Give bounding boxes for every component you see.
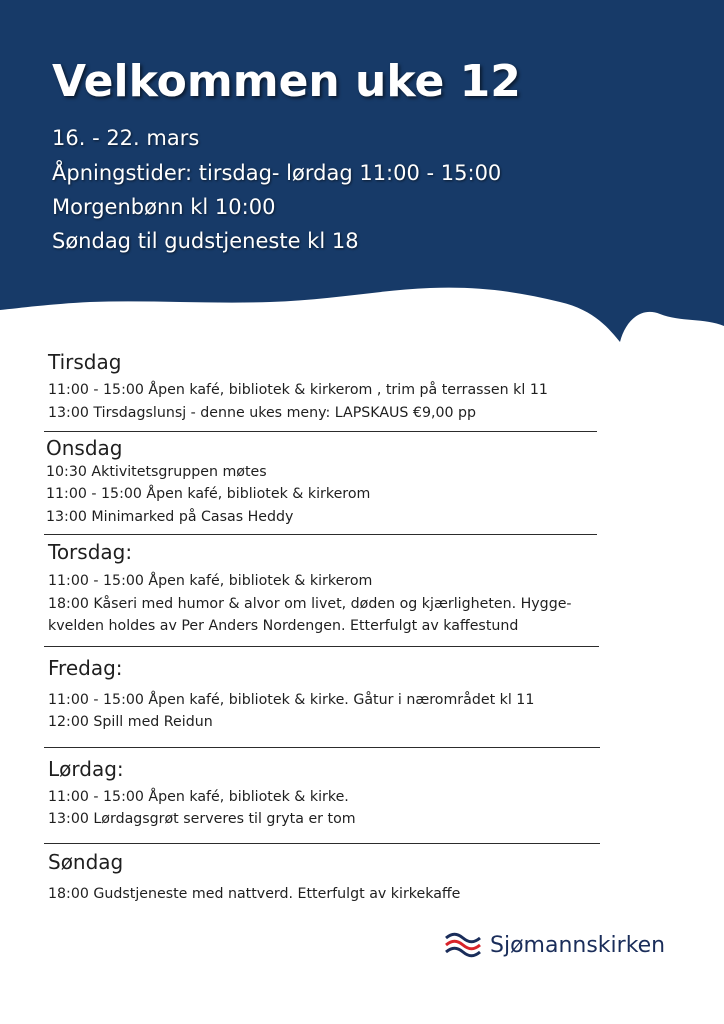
day-heading-fredag: Fredag:: [48, 656, 123, 680]
schedule-line: 10:30 Aktivitetsgruppen møtes: [46, 464, 267, 480]
opening-hours: Åpningstider: tirsdag- lørdag 11:00 - 15:00: [52, 161, 502, 185]
morning-prayer: Morgenbønn kl 10:00: [52, 195, 276, 219]
schedule-line: 11:00 - 15:00 Åpen kafé, bibliotek & kirkerom: [46, 486, 371, 502]
schedule-line: 13:00 Tirsdagslunsj - denne ukes meny: LAPSKAUS €9,00 pp: [48, 405, 477, 421]
day-heading-lordag: Lørdag:: [48, 757, 124, 781]
dates: 16. - 22. mars: [52, 126, 200, 150]
schedule-line: 18:00 Gudstjeneste med nattverd. Etterfulgt av kirkekaffe: [48, 886, 461, 902]
schedule-line: 12:00 Spill med Reidun: [48, 714, 213, 730]
divider: [44, 534, 597, 535]
schedule-line: 13:00 Lørdagsgrøt serveres til gryta er tom: [48, 811, 356, 827]
divider: [44, 431, 597, 432]
schedule-line: kvelden holdes av Per Anders Nordengen. Etterfulgt av kaffestund: [48, 618, 519, 634]
header-banner: [0, 0, 724, 345]
day-heading-sondag: Søndag: [48, 850, 124, 874]
schedule-line: 11:00 - 15:00 Åpen kafé, bibliotek & kirkerom , trim på terrassen kl 11: [48, 382, 548, 398]
day-heading-torsdag: Torsdag:: [48, 540, 133, 564]
logo-name: Sjømannskirken: [490, 932, 666, 958]
schedule-line: 18:00 Kåseri med humor & alvor om livet, døden og kjærligheten. Hygge-: [48, 596, 572, 612]
day-heading-tirsdag: Tirsdag: [48, 350, 122, 374]
wave-lines-icon: [444, 932, 482, 958]
page-title: Velkommen uke 12: [52, 56, 521, 107]
divider: [44, 646, 599, 647]
schedule-line: 13:00 Minimarked på Casas Heddy: [46, 509, 294, 525]
divider: [44, 747, 600, 748]
schedule-line: 11:00 - 15:00 Åpen kafé, bibliotek & kirke. Gåtur i nærområdet kl 11: [48, 692, 535, 708]
schedule-line: 11:00 - 15:00 Åpen kafé, bibliotek & kirke.: [48, 789, 349, 805]
sunday-service: Søndag til gudstjeneste kl 18: [52, 229, 359, 253]
sjomannskirken-logo: [444, 928, 665, 962]
schedule-line: 11:00 - 15:00 Åpen kafé, bibliotek & kirkerom: [48, 573, 373, 589]
divider: [44, 843, 600, 844]
day-heading-onsdag: Onsdag: [46, 436, 123, 460]
